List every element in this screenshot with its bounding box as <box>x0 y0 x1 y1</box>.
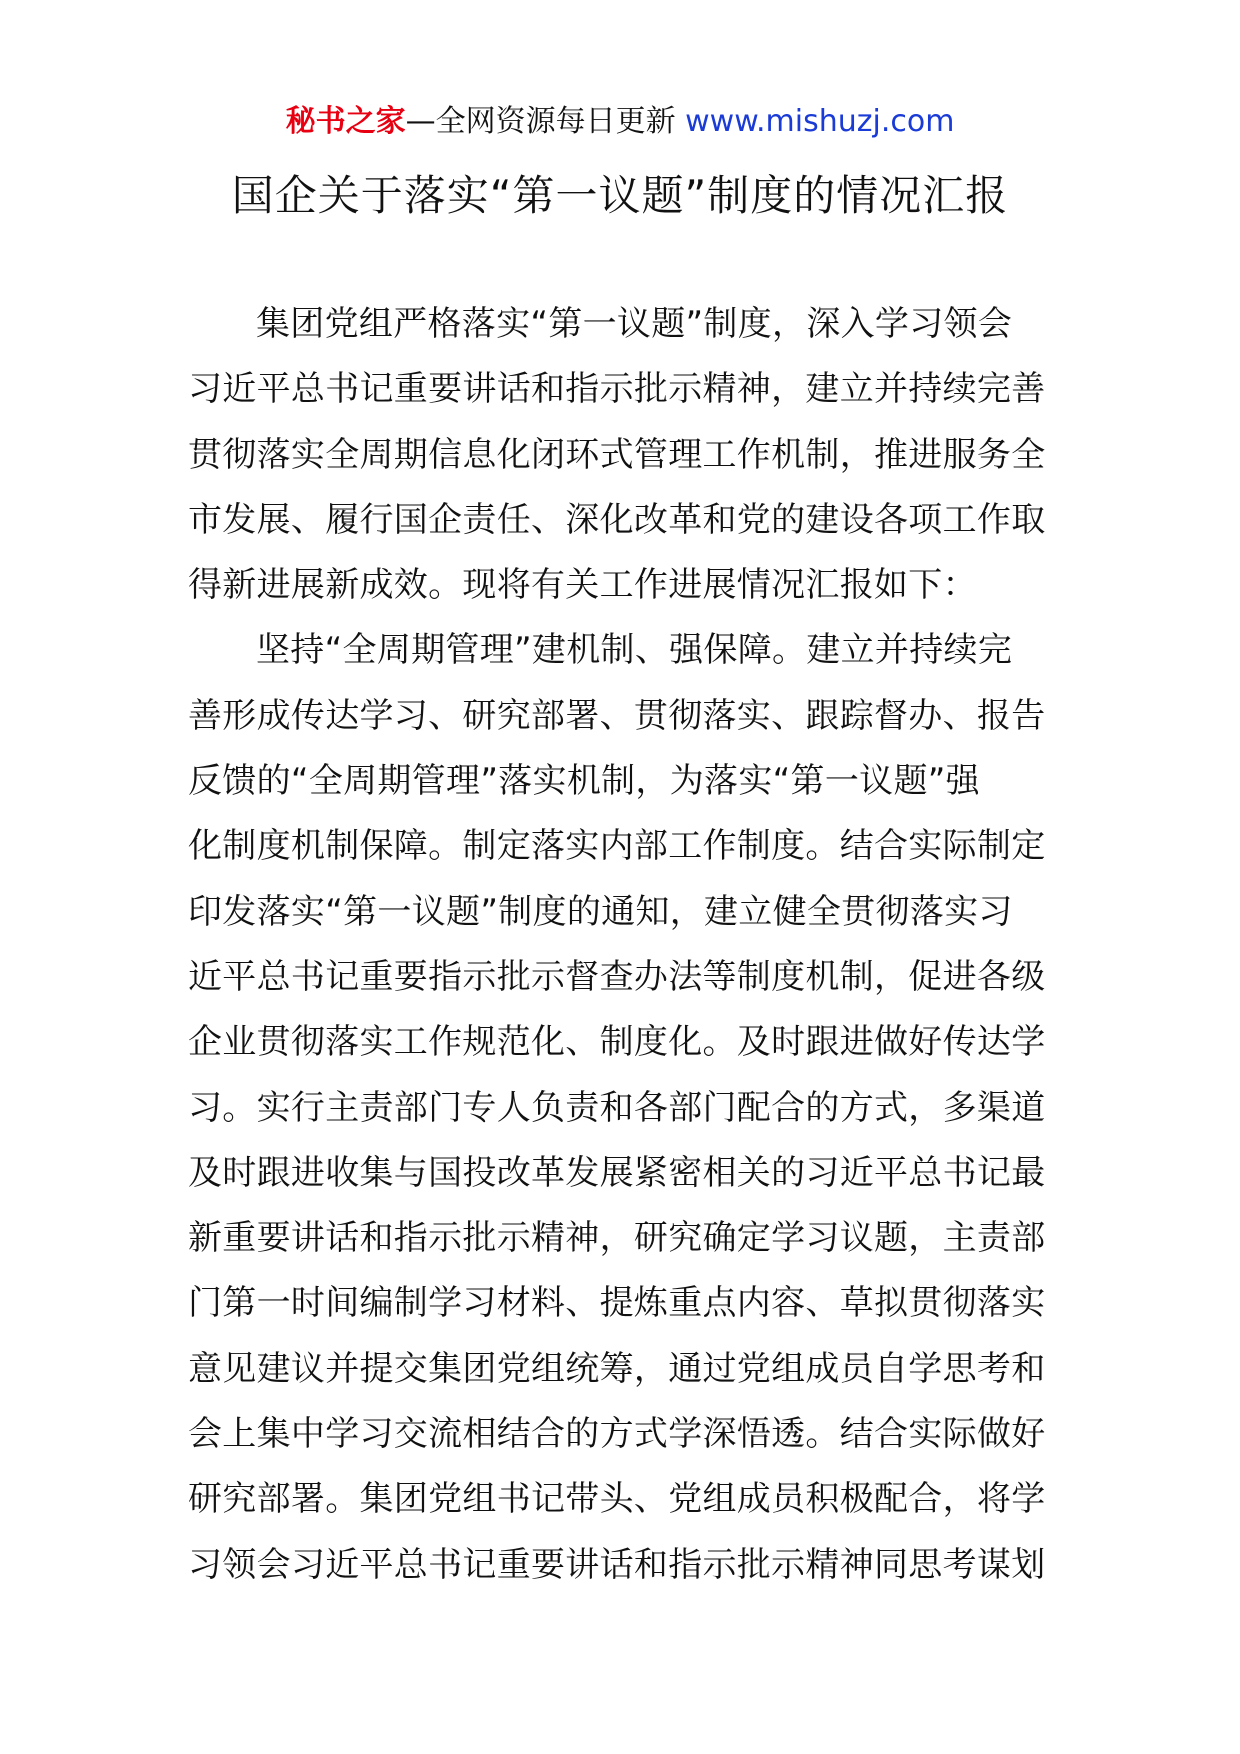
paragraph-2-line: 习领会习近平总书记重要讲话和指示批示精神同思考谋划 <box>188 1544 1046 1585</box>
paragraph-1-line: 市发展、履行国企责任、深化改革和党的建设各项工作取 <box>188 499 1046 540</box>
document-title: 国企关于落实“第一议题”制度的情况汇报 <box>231 171 1009 220</box>
paragraph-2-line: 反馈的“全周期管理”落实机制，为落实“第一议题”强 <box>188 761 980 802</box>
paragraph-2-line: 新重要讲话和指示批示精神，研究确定学习议题，主责部 <box>188 1218 1046 1259</box>
paragraph-1-line: 集团党组严格落实“第一议题”制度，深入学习领会 <box>256 304 1013 344</box>
paragraph-1-line: 习近平总书记重要讲话和指示批示精神，建立并持续完善 <box>188 369 1046 410</box>
paragraph-2-line: 及时跟进收集与国投改革发展紧密相关的习近平总书记最 <box>188 1152 1046 1193</box>
paragraph-2-line: 意见建议并提交集团党组统筹，通过党组成员自学思考和 <box>188 1348 1046 1389</box>
paragraph-2-line: 企业贯彻落实工作规范化、制度化。及时跟进做好传达学 <box>188 1022 1046 1063</box>
site-header <box>0 100 1240 144</box>
document-body <box>188 292 1055 1598</box>
paragraph-2-line: 门第一时间编制学习材料、提炼重点内容、草拟贯彻落实 <box>188 1283 1046 1324</box>
paragraph-2-line: 研究部署。集团党组书记带头、党组成员积极配合，将学 <box>188 1479 1046 1520</box>
paragraph-1-line: 贯彻落实全周期信息化闭环式管理工作机制，推进服务全 <box>188 434 1046 475</box>
paragraph-2-line: 会上集中学习交流相结合的方式学深悟透。结合实际做好 <box>188 1414 1046 1455</box>
paragraph-1-line: 得新进展新成效。现将有关工作进展情况汇报如下： <box>188 565 977 606</box>
brand-name: 秘书之家 <box>285 104 406 139</box>
site-tagline: —全网资源每日更新 <box>405 104 686 139</box>
paragraph-2-line: 善形成传达学习、研究部署、贯彻落实、跟踪督办、报告 <box>188 695 1046 736</box>
paragraph-2-line: 化制度机制保障。制定落实内部工作制度。结合实际制定 <box>188 826 1046 867</box>
paragraph-2-line: 习。实行主责部门专人负责和各部门配合的方式，多渠道 <box>188 1087 1046 1128</box>
paragraph-2-line: 近平总书记重要指示批示督查办法等制度机制，促进各级 <box>188 956 1046 997</box>
paragraph-2-line: 印发落实“第一议题”制度的通知，建立健全贯彻落实习 <box>188 891 1013 932</box>
paragraph-2-line: 坚持“全周期管理”建机制、强保障。建立并持续完 <box>256 630 1013 671</box>
site-url-link[interactable]: www.mishuzj.com <box>685 104 955 139</box>
